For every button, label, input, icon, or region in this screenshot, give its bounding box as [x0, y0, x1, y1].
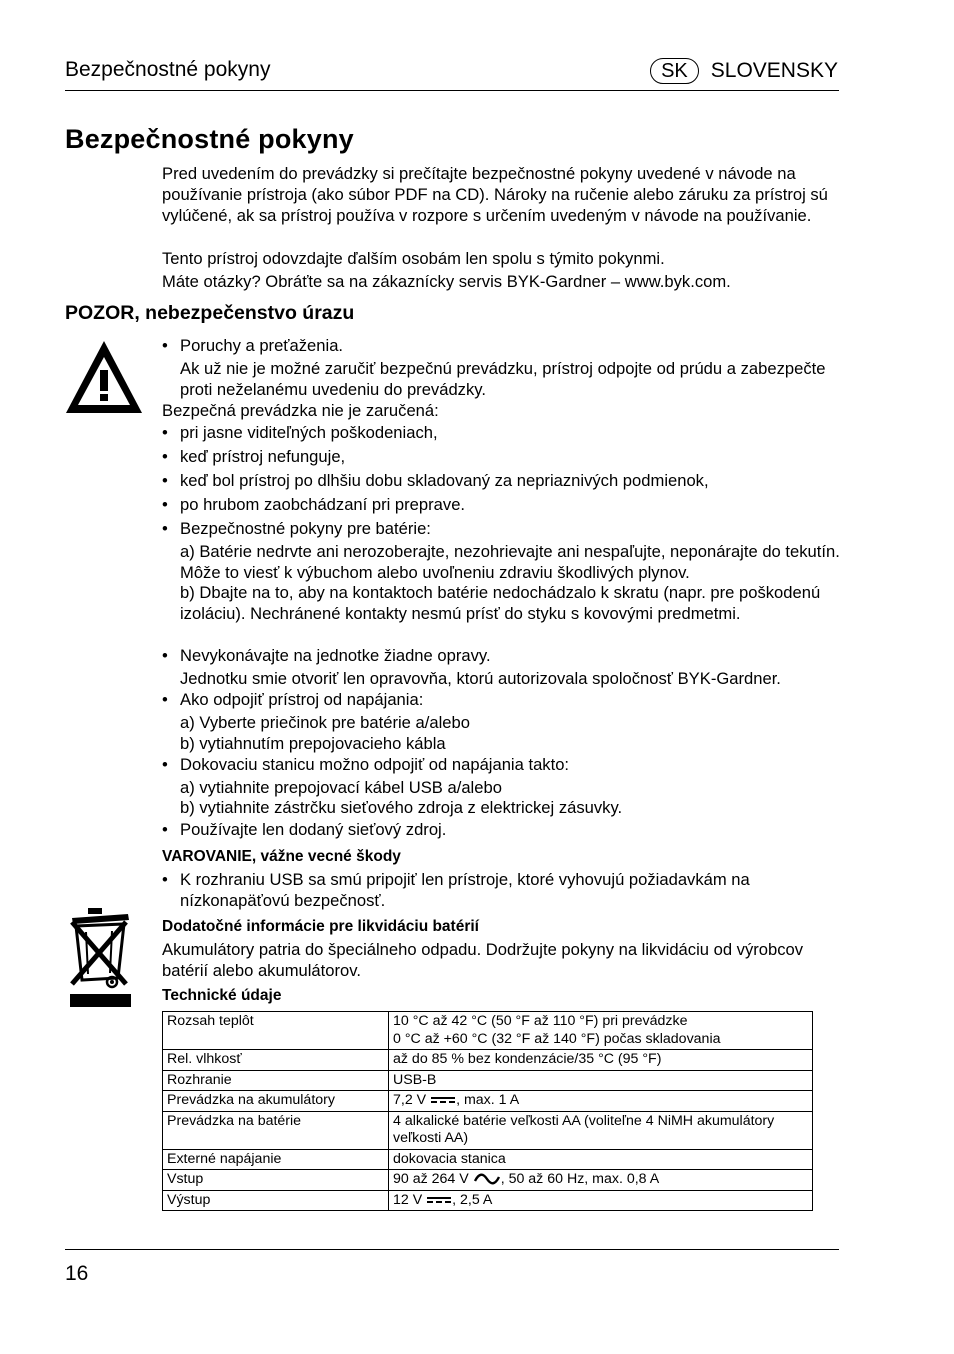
- spec-value: [389, 1170, 813, 1191]
- table-row: [163, 1050, 813, 1071]
- disposal-text: Akumulátory patria do špeciálneho odpadu. Dodržujte pokyny na likvidáciu od výrobcov batérií alebo akumulátorov.: [162, 940, 804, 980]
- table-row: [163, 1149, 813, 1170]
- table-row: [163, 1070, 813, 1091]
- spec-value-line: 0 °C až +60 °C (32 °F až 140 °F) počas skladovania: [393, 1030, 721, 1047]
- spec-key: Rozhranie: [163, 1070, 389, 1091]
- language-code-badge: SK: [650, 58, 699, 84]
- spec-value: 4 alkalické batérie veľkosti AA (voliteľne 4 NiMH akumulátory veľkosti AA): [389, 1111, 813, 1149]
- intro-paragraph: Pred uvedením do prevádzky si prečítajte bezpečnostné pokyny uvedené v návode na používanie prístroja (ako súbor PDF na CD). Nároky na ručenie alebo záruku za prístroj sú vylúčené, ak sa prístroj používa v rozpore s určením uvedeným v návode na používanie.: [162, 164, 828, 225]
- intro-handover: Tento prístroj odovzdajte ďalším osobám len spolu s týmito pokynmi.: [162, 249, 665, 268]
- language-name: SLOVENSKY: [710, 59, 838, 82]
- spec-key: Výstup: [163, 1190, 389, 1211]
- spec-key: Prevádzka na batérie: [163, 1111, 389, 1149]
- table-row: [163, 1170, 813, 1191]
- spec-value: [389, 1091, 813, 1112]
- spec-key: Prevádzka na akumulátory: [163, 1091, 389, 1112]
- list-item-text: Poruchy a preťaženia.: [180, 336, 344, 355]
- spec-value: [389, 1012, 813, 1050]
- dc-symbol-icon: [426, 1195, 452, 1205]
- table-row: [163, 1190, 813, 1211]
- table-row: [163, 1091, 813, 1112]
- list-item-text: Ako odpojiť prístroj od napájania:: [180, 690, 424, 709]
- list-item: • Používajte len dodaný sieťový zdroj.: [162, 820, 842, 841]
- header-divider: [65, 90, 839, 91]
- footer-divider: [65, 1249, 839, 1250]
- spec-value-text: 7,2 V: [393, 1092, 427, 1108]
- ac-symbol-icon: [473, 1172, 501, 1186]
- dock-disconnect-b: b) vytiahnite zástrčku sieťového zdroja z elektrickej zásuvky.: [180, 798, 623, 817]
- crossed-out-wheelie-bin-icon: [66, 904, 134, 1008]
- list-item: • Ako odpojiť prístroj od napájania:: [162, 690, 842, 711]
- header-title: Bezpečnostné pokyny: [65, 58, 271, 81]
- list-item: • keď prístroj nefunguje,: [162, 447, 842, 468]
- spec-key: Rel. vlhkosť: [163, 1050, 389, 1071]
- list-item: • K rozhraniu USB sa smú pripojiť len prístroje, ktoré vyhovujú požiadavkám na nízkonapäťovú bezpečnosť.: [162, 870, 842, 912]
- list-item-text: Nevykonávajte na jednotke žiadne opravy.: [180, 646, 491, 665]
- spec-value: USB-B: [389, 1070, 813, 1091]
- list-item: • Dokovaciu stanicu možno odpojiť od napájania takto:: [162, 755, 842, 776]
- dc-symbol-icon: [430, 1095, 456, 1105]
- spec-value-text: 12 V: [393, 1191, 423, 1208]
- spec-value-text: , 50 až 60 Hz, max. 0,8 A: [500, 1171, 660, 1187]
- language-indicator: [650, 58, 838, 84]
- intro-contact: Máte otázky? Obráťte sa na zákaznícky servis BYK-Gardner – www.byk.com.: [162, 272, 731, 291]
- list-item-text: Používajte len dodaný sieťový zdroj.: [180, 820, 447, 839]
- disconnect-option-b: b) vytiahnutím prepojovacieho kábla: [180, 734, 446, 753]
- list-item: • Nevykonávajte na jednotke žiadne opravy.: [162, 646, 842, 667]
- page-title: Bezpečnostné pokyny: [65, 124, 354, 154]
- spec-table: [162, 1011, 813, 1211]
- list-item-text: Bezpečnostné pokyny pre batérie:: [180, 519, 431, 538]
- spec-value: [389, 1190, 813, 1211]
- spec-value-text: 90 až 264 V: [393, 1171, 469, 1187]
- page-number: 16: [65, 1262, 89, 1285]
- disconnect-option-a: a) Vyberte priečinok pre batérie a/alebo: [180, 713, 470, 732]
- spec-value-text: , max. 1 A: [456, 1092, 520, 1108]
- table-row: [163, 1111, 813, 1149]
- list-item-text: keď prístroj nefunguje,: [180, 447, 346, 466]
- danger-heading: POZOR, nebezpečenstvo úrazu: [65, 302, 355, 324]
- list-item-detail: Jednotku smie otvoriť len opravovňa, ktorú autorizovala spoločnosť BYK-Gardner.: [180, 669, 781, 688]
- list-item-text: Dokovaciu stanicu možno odpojiť od napájania takto:: [180, 755, 570, 774]
- spec-key: Rozsah teplôt: [163, 1012, 389, 1050]
- spec-value: až do 85 % bez kondenzácie/35 °C (95 °F): [389, 1050, 813, 1071]
- list-item: • pri jasne viditeľných poškodeniach,: [162, 423, 842, 444]
- list-item: • Poruchy a preťaženia.: [162, 336, 842, 357]
- tech-data-heading: Technické údaje: [162, 987, 282, 1004]
- list-item: • keď bol prístroj po dlhšiu dobu skladovaný za nepriaznivých podmienok,: [162, 471, 842, 492]
- dock-disconnect-a: a) vytiahnite prepojovací kábel USB a/alebo: [180, 778, 502, 797]
- list-item-detail: Ak už nie je možné zaručiť bezpečnú prevádzku, prístroj odpojte od prúdu a zabezpečte proti neželanému uvedeniu do prevádzky.: [180, 359, 826, 399]
- spec-value: dokovacia stanica: [389, 1149, 813, 1170]
- warning-triangle-icon: [64, 339, 144, 415]
- battery-instruction-b: b) Dbajte na to, aby na kontaktoch batérie nedochádzalo k skratu (napr. pre poškodenú izoláciu). Nechránené kontakty nesmú prísť do styku s kovovými predmetmi.: [180, 583, 821, 623]
- warning-heading: VAROVANIE, vážne vecné škody: [162, 848, 401, 865]
- disposal-heading: Dodatočné informácie pre likvidáciu batérií: [162, 918, 479, 935]
- spec-value-text: , 2,5 A: [452, 1191, 493, 1208]
- list-item: • po hrubom zaobchádzaní pri preprave.: [162, 495, 842, 516]
- list-item-text: keď bol prístroj po dlhšiu dobu skladovaný za nepriaznivých podmienok,: [180, 471, 709, 490]
- list-item-text: K rozhraniu USB sa smú pripojiť len prístroje, ktoré vyhovujú požiadavkám na nízkonapäťovú bezpečnosť.: [180, 870, 750, 910]
- spec-key: Externé napájanie: [163, 1149, 389, 1170]
- battery-instruction-a: a) Batérie nedrvte ani nerozoberajte, nezohrievajte ani nespaľujte, neponárajte do tekutín. Môže to viesť k výbuchom alebo uvoľneniu zdraviu škodlivých plynov.: [180, 542, 840, 582]
- safe-operation-label: Bezpečná prevádzka nie je zaručená:: [162, 401, 439, 420]
- table-row: [163, 1012, 813, 1050]
- spec-value-line: 10 °C až 42 °C (50 °F až 110 °F) pri prevádzke: [393, 1013, 688, 1029]
- list-item-text: pri jasne viditeľných poškodeniach,: [180, 423, 438, 442]
- spec-key: Vstup: [163, 1170, 389, 1191]
- list-item-text: po hrubom zaobchádzaní pri preprave.: [180, 495, 466, 514]
- list-item: • Bezpečnostné pokyny pre batérie:: [162, 519, 842, 540]
